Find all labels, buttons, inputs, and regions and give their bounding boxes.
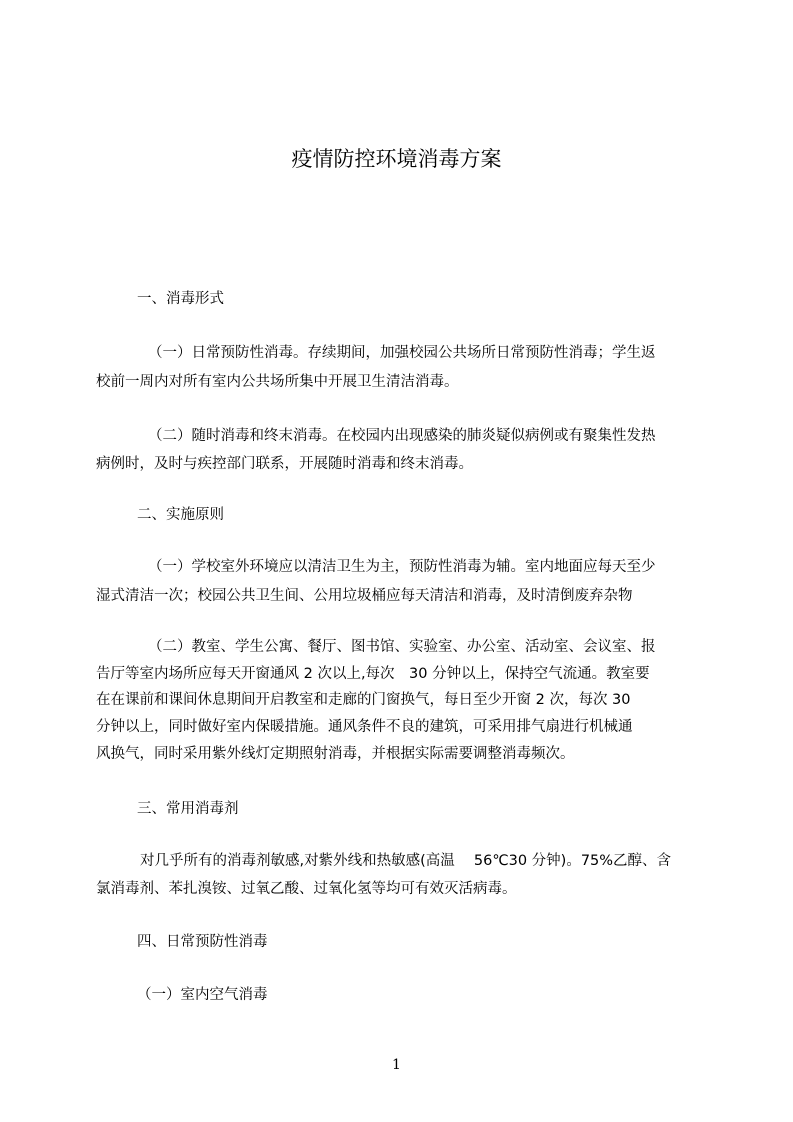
section-heading-daily-disinfection: 四、日常预防性消毒 [137, 934, 268, 950]
paragraph-line: 告厅等室内场所应每天开窗通风 2 次以上,每次 30 分钟以上，保持空气流通。教室要 [96, 666, 650, 682]
page-number: 1 [392, 1057, 401, 1073]
paragraph-line: 对几乎所有的消毒剂敏感,对紫外线和热敏感(高温 56℃30 分钟)。75%乙醇、含 [140, 853, 672, 869]
paragraph-line: （二）随时消毒和终末消毒。在校园内出现感染的肺炎疑似病例或有聚集性发热 [148, 428, 656, 444]
paragraph-line: 风换气，同时采用紫外线灯定期照射消毒，并根据实际需要调整消毒频次。 [96, 746, 575, 762]
paragraph-line: 在在课前和课间休息期间开启教室和走廊的门窗换气，每日至少开窗 2 次，每次 30 [96, 692, 631, 708]
section-heading-disinfection-forms: 一、消毒形式 [137, 291, 224, 307]
paragraph-line: 湿式清洁一次；校园公共卫生间、公用垃圾桶应每天清洁和消毒，及时清倒废弃杂物 [96, 588, 633, 604]
paragraph-line: （一）日常预防性消毒。存续期间，加强校园公共场所日常预防性消毒；学生返 [148, 345, 656, 361]
paragraph-line: （二）教室、学生公寓、餐厅、图书馆、实验室、办公室、活动室、会议室、报 [148, 639, 656, 655]
document-title: 疫情防控环境消毒方案 [291, 147, 502, 171]
paragraph-line: 病例时，及时与疾控部门联系，开展随时消毒和终末消毒。 [96, 456, 473, 472]
section-heading-disinfectants: 三、常用消毒剂 [137, 801, 239, 817]
paragraph-line: 分钟以上，同时做好室内保暖措施。通风条件不良的建筑，可采用排气扇进行机械通 [96, 719, 633, 735]
paragraph-line: （一）学校室外环境应以清洁卫生为主，预防性消毒为辅。室内地面应每天至少 [148, 559, 656, 575]
subsection-heading-indoor-air: （一）室内空气消毒 [137, 987, 268, 1003]
paragraph-line: 校前一周内对所有室内公共场所集中开展卫生清洁消毒。 [96, 374, 459, 390]
section-heading-principles: 二、实施原则 [137, 507, 224, 523]
paragraph-line: 氯消毒剂、苯扎溴铵、过氧乙酸、过氧化氢等均可有效灭活病毒。 [96, 881, 517, 897]
